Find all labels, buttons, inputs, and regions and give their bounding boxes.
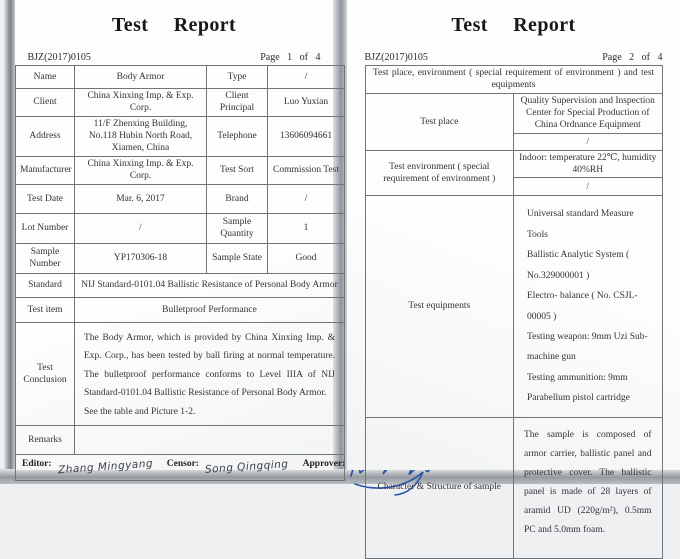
manufacturer-label: Manufacturer [16,156,75,184]
client-principal-label: Client Principal [207,89,268,117]
table-row [16,66,345,89]
report-page-1 [15,0,346,477]
test-date-value: Mar. 6, 2017 [75,184,207,213]
table-row [16,213,345,243]
test-equipments-label: Test equipments [365,196,514,417]
standard-value: NIJ Standard-0101.04 Ballistic Resistance of Personal Body Armor [75,273,345,297]
type-label: Type [207,66,268,89]
test-sort-label: Test Sort [207,156,268,184]
page-number: Page 1 of 4 [260,52,321,63]
table-row [365,66,662,94]
table-row [16,322,345,426]
character-structure-label: Character & Structure of sample [365,417,514,558]
table-row [16,273,345,297]
table-row [16,243,345,273]
censor-signature: Song Qingqing [204,458,289,477]
equipment-item: Universal standard Measure Tools [527,209,634,240]
conclusion-note: See the table and Picture 1-2. [84,406,196,417]
telephone-value: 13606094661 [268,116,345,156]
page-title: Test Report [451,14,576,36]
book-left-edge [4,0,15,476]
equipment-item: Electro- balance ( No. CSJL-00005 ) [527,291,638,322]
address-value: 11/F Zhenxing Building, No.118 Hubin North Road, Xiamen, China [75,116,207,156]
table-row [16,455,345,481]
test-environment-value: Indoor: temperature 22℃, humidity 40%RH [514,150,663,178]
test-conclusion-label: Test Conclusion [16,322,75,426]
sample-quantity-value: 1 [268,213,345,243]
telephone-label: Telephone [207,116,268,156]
character-structure-text: The sample is composed of armor carrier, ballistic panel and protective cover. The ballistic panel is made of 28 layers of aramid UD (220g/m²), 0.5mm PC and 5.0mm foam. [514,417,663,558]
table-row [365,93,662,133]
section-header: Test place, environment ( special requirement of environment ) and test equipments [365,66,662,94]
test-place-label: Test place [365,93,514,150]
editor-label: Editor: [22,459,52,470]
approver-label: Approver: [302,459,346,470]
test-date-label: Test Date [16,184,75,213]
report-page-2 [347,0,680,535]
table-row [16,297,345,322]
test-item-label: Test item [16,297,75,322]
sample-state-label: Sample State [207,243,268,273]
page-meta [28,52,321,63]
test-environment-value-2: / [514,178,663,196]
editor-signature: Zhang Mingyang [57,457,154,477]
signature-row [16,455,345,481]
sample-state-value: Good [268,243,345,273]
client-value: China Xinxing Imp. & Exp. Corp. [75,89,207,117]
sample-quantity-label: Sample Quantity [207,213,268,243]
test-item-value: Bulletproof Performance [75,297,345,322]
page-number: Page 2 of 4 [602,52,663,63]
brand-label: Brand [207,184,268,213]
test-sort-value: Commission Test [268,156,345,184]
lot-number-label: Lot Number [16,213,75,243]
table-row [365,150,662,178]
name-value: Body Armor [75,66,207,89]
equipment-item: Testing ammunition: 9mm Parabellum pistol cartridge [527,372,630,404]
test-place-value: Quality Supervision and Inspection Center for Special Production of China Ordnance Equipment [514,93,663,133]
sample-number-label: Sample Number [16,243,75,273]
table-row [16,116,345,156]
remarks-value [75,426,345,455]
equipment-item: Ballistic Analytic System ( No.329000001 ) [527,250,630,281]
page-meta [365,52,663,63]
test-equipments-list [514,196,663,417]
table-row [16,89,345,117]
table-row [16,156,345,184]
lot-number-value: / [75,213,207,243]
remarks-label: Remarks [16,426,75,455]
doc-number: BJZ(2017)0105 [364,52,428,63]
censor-label: Censor: [166,459,199,470]
sample-number-value: YP170306-18 [75,243,207,273]
table-row [16,426,345,455]
doc-number: BJZ(2017)0105 [27,52,91,63]
test-conclusion-value [75,322,345,426]
equipment-item: Testing weapon: 9mm Uzi Sub-machine gun [527,331,648,363]
client-principal-value: Luo Yuxian [268,89,345,117]
brand-value: / [268,184,345,213]
standard-label: Standard [16,273,75,297]
type-value: / [268,66,345,89]
table-row [16,184,345,213]
manufacturer-value: China Xinxing Imp. & Exp. Corp. [75,156,207,184]
environment-equipment-table [365,65,663,559]
report-info-table [15,65,345,481]
conclusion-text: The Body Armor, which is provided by China Xinxing Imp. & Exp. Corp., has been tested by ball firing at normal temperature. The bulletproof performance conforms to Level IIIA of NIJ Standard-0101.04 Ballistic Resistance of Personal Body Armor. [84,332,335,399]
table-row [365,196,662,417]
address-label: Address [16,116,75,156]
name-label: Name [16,66,75,89]
table-row [365,417,662,558]
page-title: Test Report [111,14,237,36]
test-environment-label: Test environment ( special requirement of environment ) [365,150,514,196]
client-label: Client [16,89,75,117]
test-place-value-2: / [514,133,663,150]
